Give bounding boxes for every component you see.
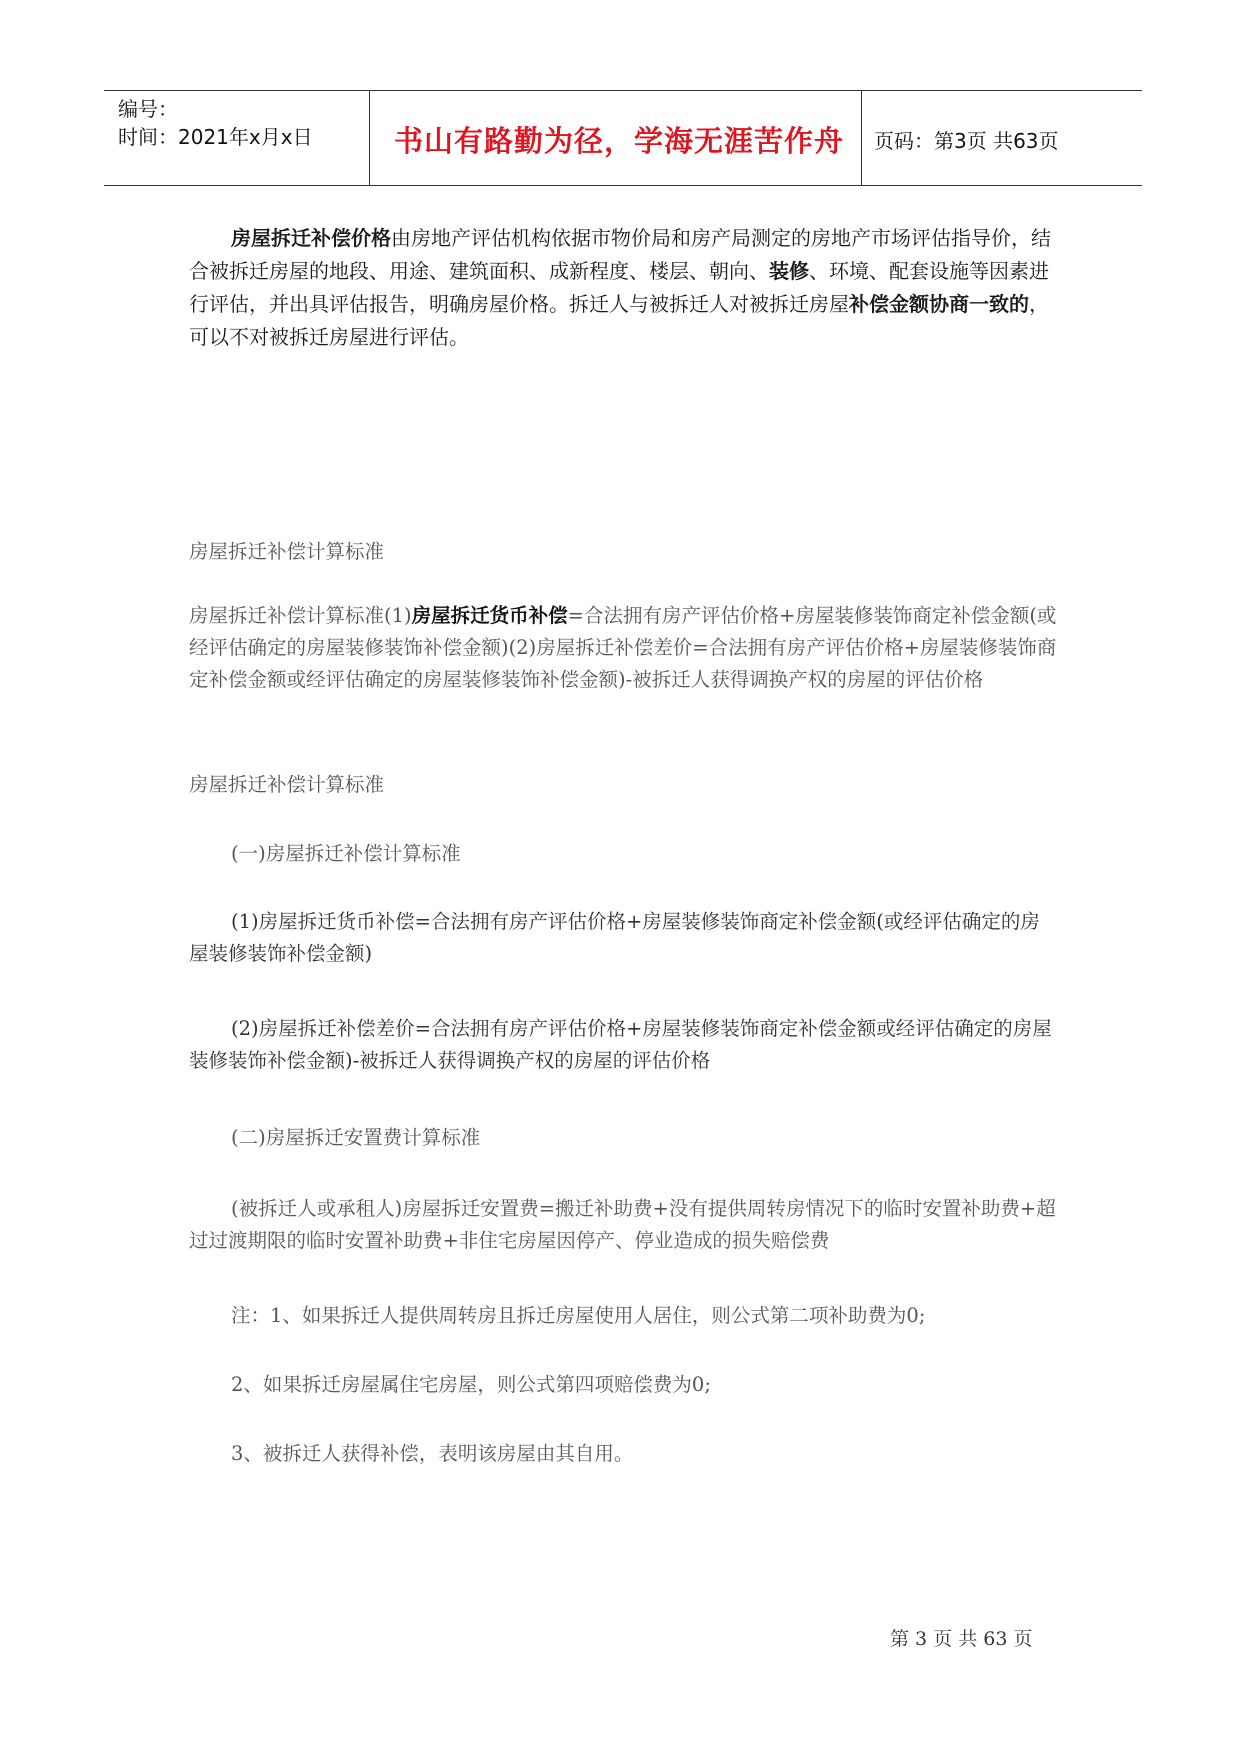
- intro-bold-lead: 房屋拆迁补偿价格: [231, 226, 391, 250]
- intro-bold-end: 补偿金额协商一致的: [849, 292, 1029, 316]
- summary-prefix: 房屋拆迁补偿计算标准(1): [189, 604, 412, 627]
- summary-rest: =合法拥有房产评估价格+房屋装修装饰商定补偿金额(或经评估确定的房屋装修装饰补偿金额)(2)房屋拆迁补偿差价=合法拥有房产评估价格+房屋装修装饰商定补偿金额或经评估确定的房屋装修装饰补偿金额)-被拆迁人获得调换产权的房屋的评估价格: [189, 604, 1057, 691]
- header-page-label: 页码：第3页 共63页: [874, 129, 1059, 153]
- subsection-heading: (二)房屋拆迁安置费计算标准: [231, 1126, 481, 1149]
- page-footer: 第 3 页 共 63 页: [890, 1628, 1033, 1650]
- intro-bold-mid: 装修: [769, 259, 809, 283]
- section-heading: 房屋拆迁补偿计算标准: [189, 773, 385, 796]
- formula-item: (2)房屋拆迁补偿差价=合法拥有房产评估价格+房屋装修装饰商定补偿金额或经评估确定的房屋装修装饰补偿金额)-被拆迁人获得调换产权的房屋的评估价格: [189, 1017, 1052, 1072]
- page-header: [104, 90, 1142, 186]
- intro-text: 由房地产评估机构依据市物价局和房产局测定的房地产市场评估指导价，结合被拆迁房屋的地段、用途、建筑面积、成新程度、楼层、朝向、: [189, 226, 1051, 283]
- intro-text: ，可以不对被拆迁房屋进行评估。: [189, 292, 1049, 349]
- header-meta: [118, 95, 378, 151]
- intro-paragraph: [189, 222, 1059, 354]
- document-time-label: 时间：2021年x月x日: [118, 125, 313, 149]
- note-item: 注：1、如果拆迁人提供周转房且拆迁房屋使用人居住，则公式第二项补助费为0;: [231, 1304, 926, 1327]
- formula-item: (1)房屋拆迁货币补偿=合法拥有房产评估价格+房屋装修装饰商定补偿金额(或经评估确定的房屋装修装饰补偿金额): [189, 910, 1040, 965]
- summary-bold: 房屋拆迁货币补偿: [411, 604, 568, 627]
- formula-item: (被拆迁人或承租人)房屋拆迁安置费=搬迁补助费+没有提供周转房情况下的临时安置补助费+超过过渡期限的临时安置补助费+非住宅房屋因停产、停业造成的损失赔偿费: [189, 1197, 1056, 1252]
- note-item: 3、被拆迁人获得补偿，表明该房屋由其自用。: [231, 1442, 634, 1465]
- header-divider: [861, 91, 862, 185]
- subsection-heading: (一)房屋拆迁补偿计算标准: [231, 842, 461, 865]
- intro-text: 、环境、配套设施等因素进行评估，并出具评估报告，明确房屋价格。拆迁人与被拆迁人对被拆迁房屋: [189, 259, 1049, 316]
- note-item: 2、如果拆迁房屋属住宅房屋，则公式第四项赔偿费为0;: [231, 1373, 711, 1396]
- section-heading: 房屋拆迁补偿计算标准: [189, 540, 385, 563]
- summary-paragraph: [189, 600, 1059, 696]
- document-number-label: 编号：: [118, 97, 178, 121]
- header-motto: 书山有路勤为径，学海无涯苦作舟: [393, 124, 844, 158]
